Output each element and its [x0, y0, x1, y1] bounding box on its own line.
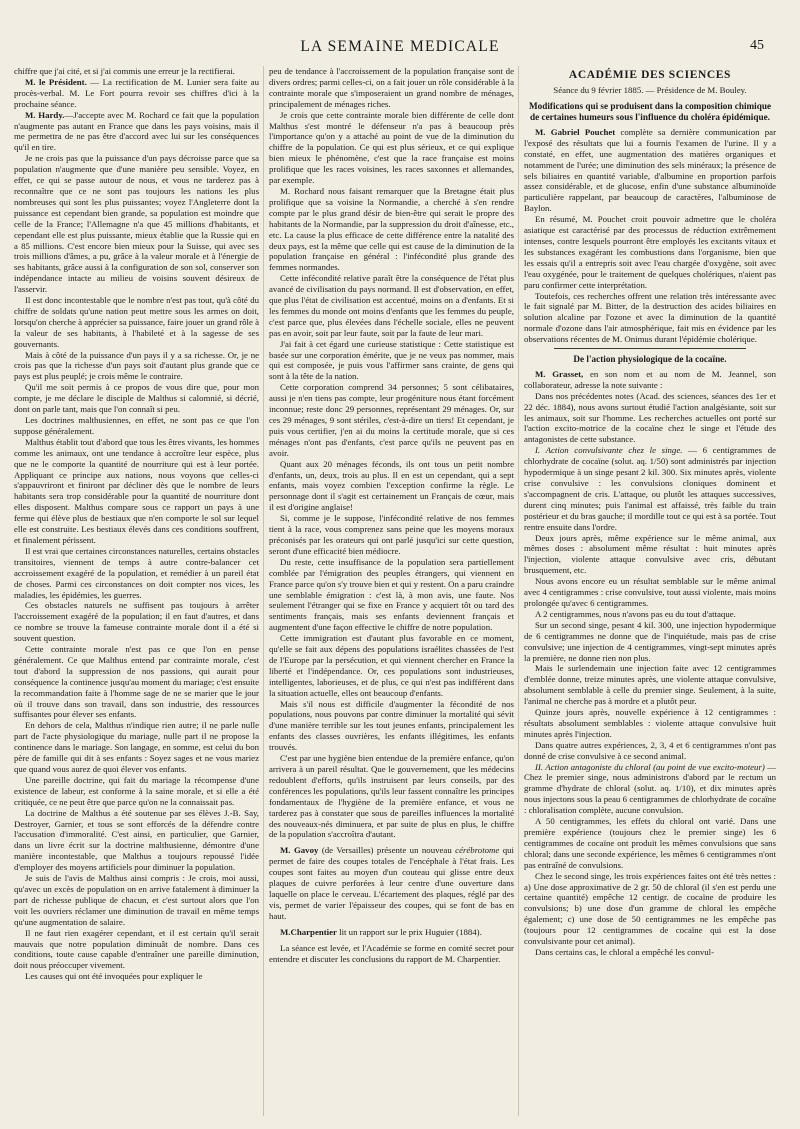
- paragraph: En résumé, M. Pouchet croit pouvoir admettre que le choléra asiatique est caractérisé par des processus de réduction extrêmement intenses, contre lesquels pourront être employés les excitants vitaux et les substances exagérant les combustions dans l'organisme, bien que les essais qu'il a entrepris soit avec l'eau chargée d'oxygène, soit avec l'eau oxygénée, pour le traitement de quelques cholériques, n'aient pas paru confirmer cette interprétation.: [524, 214, 776, 290]
- paragraph: Dans quatre autres expériences, 2, 3, 4 et 6 centigrammes n'ont pas donné de crise convulsive à ce second animal.: [524, 739, 776, 761]
- subsection-title: I. Action convulsivante chez le singe.: [535, 445, 683, 456]
- paragraph-text: complète sa dernière communication par l'exposé des résultats que lui a fournis l'examen de l'urine. Il y a constaté, en effet, une augmentation des matières organiques et notamment de l'urée; une diminution des sels minéraux; la présence de sels biliaires en quantité variable, d'albumine en proportion parfois assez considérable, et de glucose, enfin d'une substance albuminoïde particulière rappelant, par beaucoup de caractères, l'albuminose de Baylon.: [524, 126, 776, 214]
- paragraph: [524, 445, 776, 532]
- paragraph: peu de tendance à l'accroissement de la population française sont de divers ordres; parmi celles-ci, on a fait jouer un rôle considérable à la contrainte morale que s'imposeraient un grand nombre de ménages, principalement de ménages riches.: [269, 66, 514, 109]
- paragraph: Du reste, cette insuffisance de la population sera partiellement comblée par l'émigration des peuples étrangers, qui viennent en France parce qu'on s'y trouve bien et qui y restent. On a paru craindre une semblable émigration : c'est là, à mon avis, une faute. Nos seulement l'étranger qui se fixe en France y acquiert tôt ou tard des sentiments français, mais ses enfants deviennent français et augmentent d'une façon effective le chiffre de notre population.: [269, 556, 514, 633]
- paragraph: C'est par une hygiène bien entendue de la première enfance, qu'on arrivera à un pareil résultat. Que le gouvernement, que les médecins redoublent d'efforts, qu'ils instruisent par leurs conseils, par des conférences les populations, qu'ils leur fassent connaître les principes fondamentaux de l'hygiène de la première enfance, et vous ne tarderez pas à constater que sous de pareilles influences la mortalité des nouveaux-nés diminuera, et par suite de plus en plus, le chiffre de la population s'accroîtra d'autant.: [269, 753, 514, 840]
- paragraph: Il est donc incontestable que le nombre n'est pas tout, qu'à côté du chiffre de soldats qu'une nation peut mettre sous les armes on doit, lorsqu'on cherche à apprécier sa puissance, faire jouer un grand rôle à la valeur de ses habitants, à l'habileté et à la sagesse de ses gouvernants.: [14, 295, 259, 349]
- paragraph: J'ai fait à cet égard une curieuse statistique : Cette statistique est basée sur une corporation émérite, que je ne veux pas nommer, mais qui est composée, je puis vous l'affirmer sans crainte, de gens qui sont à la tête de la nation.: [269, 338, 514, 382]
- paragraph: [269, 845, 514, 921]
- paragraph: Sur un second singe, pesant 4 kil. 300, une injection hypodermique de 6 centigrammes ne donne que de l'inquiétude, mais pas de crise convulsive; une injection de 4 centigrammes, vingt-sept minutes après la première, ne donne rien non plus.: [524, 619, 776, 663]
- paragraph: Mais à côté de la puissance d'un pays il y a sa richesse. Or, je ne crois pas que la richesse d'un pays soit d'autant plus grande que ce pays est plus peuplé; je crois même le contraire.: [14, 349, 259, 382]
- paragraph: La doctrine de Malthus a été soutenue par ses élèves J.-B. Say, Destroyer, Garnier, et tous se sont efforcés de la défendre contre l'accusation d'immoralité. C'est ainsi, en particulier, que Garnier, dans un livre écrit sur la doctrine malthusienne, démontre d'une manière incontestable, que Malthus a toujours repoussé l'idée d'employer des moyens artificiels pour diminuer la population.: [14, 807, 259, 873]
- paragraph: Quinze jours après, nouvelle expérience à 12 centigrammes : résultats absolument semblables : violente attaque convulsive huit minutes après l'injection.: [524, 707, 776, 739]
- subsection-title: II. Action antagoniste du chloral (au point de vue excito-moteur): [535, 761, 765, 772]
- paragraph: Cette infécondité relative paraît être la conséquence de l'état plus avancé de civilisation du pays normand. Il est d'observation, en effet, que plus l'état de civilisation est accentué, moins on a d'enfants. Et si les femmes du monde ont moins d'enfants que les femmes du peuple, c'est parce que, plus élevées dans l'échelle sociale, elles ne peuvent pas en avoir, soit par leur faute, soit par la faute de leur mari.: [269, 273, 514, 338]
- column-left: [14, 66, 259, 1116]
- paragraph: Nous avons encore eu un résultat semblable sur le même animal avec 4 centigrammes : crise convulsive, tout aussi violente, mais moins prolongée qu'avec 6 centigrammes.: [524, 576, 776, 608]
- speaker-name: M. Gabriel Pouchet: [535, 126, 616, 137]
- speaker-name: M. Grasset,: [535, 368, 584, 379]
- column-divider: [263, 66, 264, 1116]
- paragraph: Ces obstacles naturels ne suffisent pas toujours à arrêter l'accroissement exagéré de la population; il en faut d'autres, et dans ce nombre se trouve la fameuse contrainte morale dont il a été si souvent question.: [14, 600, 259, 644]
- paragraph: Je ne crois pas que la puissance d'un pays décroisse parce que sa population n'augmente que d'une manière peu sensible. Voyez, en effet, ce qui se passe autour de nous, et vous ne tarderez pas à reconnaître que ce ne sont pas toujours les nations les plus nombreuses qui sont les plus puissantes; voyez l'Angleterre dont la puissance est cependant bien grande, sa population est moindre que celle de la France; l'Allemagne n'a que 45 millions d'habitants, et cependant elle est plus puissante, mieux établie que la Russie qui en a 85 millions. C'est encore bien mieux pour la Suisse, qui avec ses trois millions d'âmes, a pu, grâce à la valeur morale et à l'énergie de ses habitants, grâce aussi à la configuration de son sol, conserver son indépendance intacte au milieu de voisins souvent désireux de l'asservir.: [14, 153, 259, 295]
- running-head: [0, 38, 800, 58]
- column-right: [524, 66, 776, 1116]
- paragraph: [14, 77, 259, 110]
- paragraph: En dehors de cela, Malthus n'indique rien autre; il ne parle nulle part de l'acte physiologique du mariage, nulle part il ne propose la continence dans le mariage. Son langage, en somme, est celui du bon père de famille qui dit à ses enfants : Soyez sages et ne vous mariez que quand vous aurez de quoi élever vos enfants.: [14, 720, 259, 774]
- paragraph: Dans certains cas, le chloral a empêché les convul-: [535, 946, 715, 957]
- paragraph-italic: cérébrotome: [455, 845, 500, 856]
- divider: [554, 348, 746, 349]
- paragraph-text: —J'accepte avec M. Rochard ce fait que la population n'augmente pas autant en France que dans les pays voisins, mais il me permettra de ne pas être d'accord avec lui sur les conséquences qu'il en tire.: [14, 109, 259, 153]
- column-divider: [518, 66, 519, 1116]
- paragraph-text: (de Versailles) présente un nouveau: [318, 845, 456, 856]
- paragraph: Qu'il me soit permis à ce propos de vous dire que, pour mon compte, je me déclare le disciple de Malthus si calomnié, si décrié, dont on parle tant, mais que l'on connaît si peu.: [14, 382, 259, 415]
- paragraph: Quant aux 20 ménages féconds, ils ont tous un petit nombre d'enfants, un, deux, trois au plus. Il en est un cependant, qui a sept enfants, mais voyez combien l'exception confirme la règle. Le personnage dont il s'agit est certainement un Français de cœur, mais il est d'origine anglaise!: [269, 458, 514, 513]
- article-title: De l'action physiologique de la cocaïne.: [573, 354, 727, 365]
- paragraph-text: — Chez le premier singe, nous administrons d'abord par le rectum un gramme d'hydrate de chloral (solut. aq. 1/10), et dix minutes après nous injectons sous la peau 6 centigrammes de chlorhydrate de cocaïne : chloralisation complète, aucune convulsion.: [524, 761, 776, 816]
- section-title: ACADÉMIE DES SCIENCES: [568, 69, 732, 81]
- article-title: Modifications qui se produisent dans la composition chimique de certaines humeurs sous l'influence du choléra épidémique.: [528, 100, 772, 122]
- paragraph: [524, 369, 776, 391]
- paragraph: [524, 762, 776, 817]
- paragraph-text: en son nom et au nom de M. Jeannel, son collaborateur, adresse la note suivante :: [524, 368, 776, 390]
- paragraph: Cette immigration est d'autant plus favorable en ce moment, qu'elle se fait aux dépens des populations israélites chassées de l'est de l'Europe par la persécution, et qui viennent chercher en France la liberté et l'indépendance. Or, ces populations sont industrieuses, intelligentes, laborieuses, et de plus, ce qui n'est pas indifférent dans la situation actuelle, elles ont beaucoup d'enfants.: [269, 633, 514, 698]
- paragraph: Mais s'il nous est difficile d'augmenter la fécondité de nos populations, nous pouvons par contre diminuer la mortalité qui sévit d'une manière terrible sur les tout jeunes enfants, principalement les enfants des classes ouvrières, les enfants illégitimes, les enfants trouvés.: [269, 698, 514, 753]
- paragraph: Il est vrai que certaines circonstances naturelles, certains obstacles transitoires, viennent de temps à autre contre-balancer cet accroissement exagéré de la population, et remédier à un pareil état de choses. Parmi ces circonstances on doit compter nos vices, les maladies, les épidémies, les guerres.: [14, 545, 259, 600]
- paragraph: chiffre que j'ai cité, et si j'ai commis une erreur je la rectifierai.: [14, 66, 235, 76]
- paragraph: [14, 110, 259, 154]
- column-middle: [269, 66, 514, 1116]
- paragraph: Je suis de l'avis de Malthus ainsi compris : Je crois, moi aussi, qu'avec un excès de population on en arrive fatalement à diminuer la part de richesse publique de chacun, et c'est surtout alors que l'on voit les ouvriers réclamer une diminution de travail en même temps qu'une augmentation de salaire.: [14, 873, 259, 927]
- paragraph: Mais le surlendemain une injection faite avec 12 centigrammes d'emblée donne, treize minutes après, une violente attaque convulsive, absolument semblable à celle du premier singe. Seulement, à la suite, l'animal ne cherche pas à mordre et a plutôt peur.: [524, 663, 776, 707]
- paragraph: Une pareille doctrine, qui fait du mariage la récompense d'une existence de labeur, est conforme à la saine morale, et si elle a été critiquée, ce ne peut être que parce qu'on ne la connaissait pas.: [14, 774, 259, 807]
- speaker-name: M.Charpentier: [280, 926, 337, 937]
- paragraph: Toutefois, ces recherches offrent une relation très intéressante avec le fait signalé par M. Bitter, de la destruction des acides biliaires en solution alcaline par l'ozone et avec la diminution de la quantité normale d'ozone dans l'air atmosphérique, fait mis en évidence par les observations récentes de M. Onimus durant l'épidémie cholérique.: [524, 290, 776, 345]
- paragraph: Deux jours après, même expérience sur le même animal, aux mêmes doses : absolument même résultat : huit minutes après l'injection, violente attaque convulsive avec cris, débutant brusquement, etc.: [524, 532, 776, 576]
- paragraph: M. Rochard nous faisant remarquer que la Bretagne était plus prolifique que sa voisine la Normandie, a cherché à s'en rendre compte par le plus grand désir de bien-être qui serait le propre des habitants de la Normandie, par la suppression du droit d'aînesse, etc., etc. La cause la plus efficace de cette différence entre la natalité des deux pays, est la même que celle qui est cause de la diminution de la population française en général : l'infécondité plus grande des femmes normandes.: [269, 185, 514, 273]
- paragraph-text: — La rectification de M. Lunier sera faite au procès-verbal. M. Le Fort pourra revoir ses chiffres d'ici à la prochaine séance.: [14, 76, 259, 109]
- paragraph: Les causes qui ont été invoquées pour expliquer le: [25, 971, 203, 982]
- paragraph: Chez le second singe, les trois expériences faites ont été très nettes : a) Une dose approximative de 2 gr. 50 de chloral (il s'en est perdu une certaine quantité) empêche 12 centigr. de cocaïne de produire les convulsions; b) une dose d'un gramme de chloral les empêche également; c) une dose de 50 centigrammes ne les empêche pas (toujours pour 12 centigrammes de cocaïne qui est la dose convulsivante pour cet animal).: [524, 870, 776, 947]
- session-line: Séance du 9 février 1885. — Présidence de M. Bouley.: [553, 85, 747, 95]
- paragraph: Je crois que cette contrainte morale bien différente de celle dont Malthus s'est montré le défenseur n'a pas à beaucoup près l'importance qu'on y a attaché au point de vue de la diminution du chiffre de la population. Ce qui est plus sérieux, et ce qui explique bien mieux le phénomène, c'est que la race française est moins prolifique que les races voisines, les races saxonnes et allemandes, par exemple.: [269, 109, 514, 186]
- paragraph: Cette contrainte morale n'est pas ce que l'on en pense généralement. Ce que Malthus entend par contrainte morale, c'est tout d'abord la suppression de nos passions, qui aurait pour conséquence la continence jusqu'au moment du mariage; c'est ensuite la recommandation faite à l'homme sage de ne se marier que le jour où il trouve dans son travail, dans son industrie, des ressources suffisantes pour élever ses enfants.: [14, 644, 259, 720]
- paragraph: Malthus établit tout d'abord que tous les êtres vivants, les hommes comme les animaux, ont une tendance à accroître leur espèce, plus que ne le comporte la quantité de nourriture qui est à leur portée. Appliquant ce principe aux nations, nous voyons que celles-ci s'appauvriront et finiront par décliner dès que le nombre de leurs habitants sera trop considérable pour la quantité de nourriture dont elles disposent. Malthus compare sous ce rapport un pays à une ferme qui élève plus de bestiaux que n'en comporte le sol sur lequel elle est construite. Les bestiaux élevés dans ces conditions souffrent, et finalement périssent.: [14, 436, 259, 545]
- page-number: 45: [750, 38, 764, 53]
- paragraph: Les doctrines malthusiennes, en effet, ne sont pas ce que l'on suppose généralement.: [14, 415, 259, 436]
- paragraph-text: lit un rapport sur le prix Huguier (1884).: [336, 926, 482, 937]
- paragraph-text: — 6 centigrammes de chlorhydrate de cocaïne (solut. aq. 1/50) sont administrés par injection hypodermique à un singe pesant 2 kil. 300. Six minutes après, violente crise convulsive : les convulsions cloniques dominent et s'accompagnent de cris. L'attaque, ou plutôt les attaques successives, durent cinq minutes; puis l'animal est affaissé, très faible du train postérieur et du bras gauche; il mordille tout ce qui est à sa portée. Tout rentre ensuite dans l'ordre.: [524, 445, 776, 532]
- paragraph: [269, 927, 514, 938]
- speaker-name: M. le Président.: [25, 76, 87, 87]
- paragraph: Dans nos précédentes notes (Acad. des sciences, séances des 1er et 22 déc. 1884), nous avons surtout étudié l'action analgésiante, soit sur les animaux, soit sur l'homme. Les recherches actuelles ont porté sur l'action excito-motrice de la cocaïne chez le singe et l'étude des antagonistes de cette substance.: [524, 390, 776, 445]
- paragraph: Cette corporation comprend 34 personnes; 5 sont célibataires, aussi je n'en tiens pas compte, leur progéniture nous étant forcément inconnue; reste donc 29 personnes, représentant 29 ménages. Or, sur ces 29 ménages, 9 sont stériles, c'est-à-dire un tiers! Et cependant, je puis vous certifier, j'en ai du moins la certitude morale, que si ces ménages n'ont pas d'enfants, c'est parce qu'ils ne peuvent pas en avoir.: [269, 382, 514, 458]
- paragraph-text: qui permet de faire des coupes totales de l'encéphale à l'état frais. Les coupes sont faites au moyen d'un couteau qui glisse entre deux plaques de cuivre perforées à leur centre d'une ouverture dans laquelle on place le cerveau. L'écartement des plaques, réglé par des vis, permet de varier l'épaisseur des coupes, qui se font de bas en haut.: [269, 845, 514, 921]
- paragraph: A 50 centigrammes, les effets du chloral ont varié. Dans une première expérience (toujours chez le premier singe) les 6 centigrammes de cocaïne ont produit les mêmes convulsions que sans chloral; dans une seconde expérience, les mêmes 6 centigrammes n'ont pas entraîné de convulsions.: [524, 816, 776, 870]
- journal-title: LA SEMAINE MEDICALE: [300, 38, 500, 55]
- paragraph: La séance est levée, et l'Académie se forme en comité secret pour entendre et discuter les conclusions du rapport de M. Charpentier.: [269, 942, 514, 964]
- paragraph: A 2 centigrammes, nous n'avons pas eu du tout d'attaque.: [535, 608, 736, 619]
- paragraph: [524, 127, 776, 214]
- paragraph: Il ne faut rien exagérer cependant, et il est certain qu'il serait mauvais que notre population diminuât de nombre. Dans ces conditions, toute cause capable d'entraîner une pareille diminution, doit nous préoccuper vivement.: [14, 927, 259, 971]
- speaker-name: M. Hardy.: [25, 109, 65, 120]
- speaker-name: M. Gavoy: [280, 845, 319, 856]
- paragraph: Si, comme je le suppose, l'infécondité relative de nos femmes tient à la race, vous comprenez sans peine que les moyens moraux préconisés par les orateurs qui ont parlé jusqu'ici sur cette question, seront d'une efficacité bien médiocre.: [269, 513, 514, 556]
